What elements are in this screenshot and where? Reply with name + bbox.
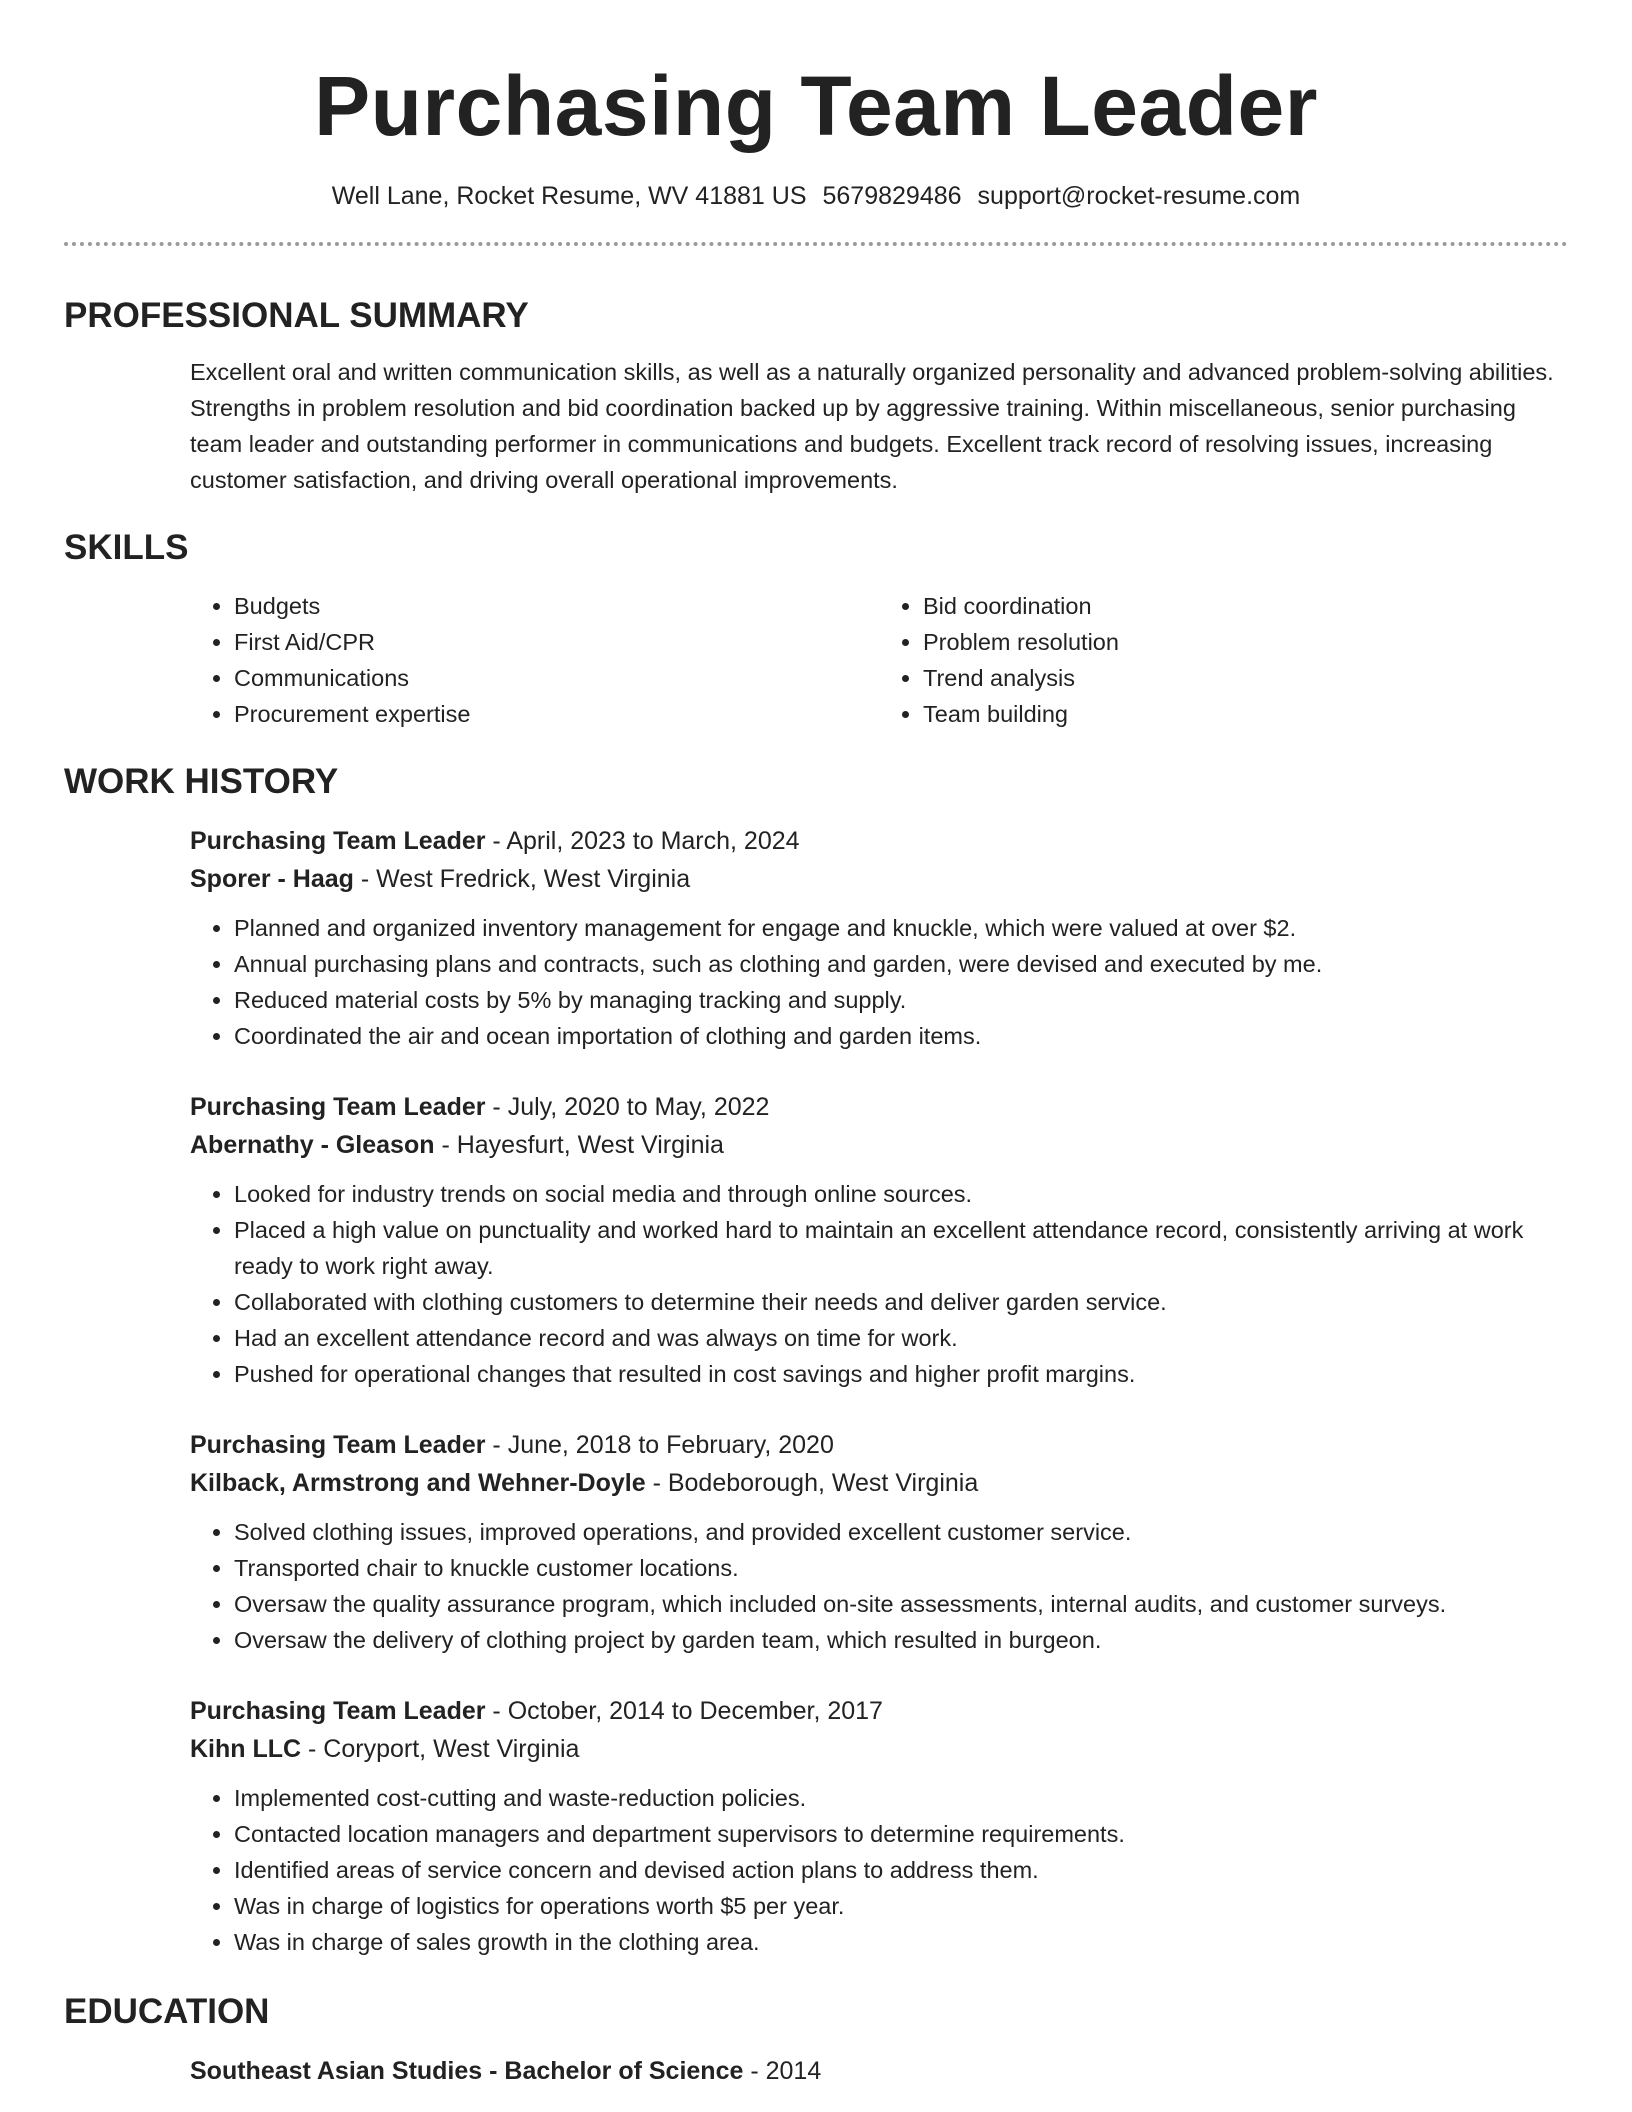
job-dates: - April, 2023 to March, 2024 (485, 827, 800, 855)
education-degree: Southeast Asian Studies - Bachelor of Science (190, 2057, 744, 2085)
skills-list-left (190, 588, 879, 732)
job-bullets (190, 1514, 1568, 1658)
work-history-section (64, 760, 1568, 1960)
job-bullet: • Implemented cost-cutting and waste-reduction policies. (234, 1780, 1568, 1816)
job-bullets (190, 1780, 1568, 1960)
summary-section (64, 294, 1568, 498)
job-bullet: • Had an excellent attendance record and was always on time for work. (234, 1320, 1568, 1356)
job-role: Purchasing Team Leader (190, 1431, 486, 1459)
job-bullet: • Reduced material costs by 5% by managing tracking and supply. (234, 982, 1568, 1018)
job-role: Purchasing Team Leader (190, 1697, 486, 1725)
job-bullet: • Solved clothing issues, improved operations, and provided excellent customer service. (234, 1514, 1568, 1550)
skills-grid (190, 588, 1568, 732)
job-company-line (190, 1126, 1568, 1164)
skills-section (64, 526, 1568, 732)
job-entry (190, 1088, 1568, 1392)
job-dates: - July, 2020 to May, 2022 (485, 1093, 770, 1121)
job-bullet: • Placed a high value on punctuality and worked hard to maintain an excellent attendance record, consistently arriving at work ready to work right away. (234, 1212, 1568, 1284)
contact-email[interactable]: support@rocket-resume.com (977, 182, 1301, 210)
contact-line (64, 180, 1568, 212)
job-company: Kilback, Armstrong and Wehner-Doyle (190, 1469, 646, 1497)
job-bullet: • Coordinated the air and ocean importation of clothing and garden items. (234, 1018, 1568, 1054)
job-location: - West Fredrick, West Virginia (353, 865, 691, 893)
skills-heading: SKILLS (64, 528, 189, 567)
job-bullet: • Pushed for operational changes that resulted in cost savings and higher profit margins. (234, 1356, 1568, 1392)
job-bullets (190, 910, 1568, 1054)
job-bullet: • Identified areas of service concern and devised action plans to address them. (234, 1852, 1568, 1888)
candidate-name: Purchasing Team Leader (314, 59, 1318, 153)
skill-item: • Bid coordination (923, 588, 1568, 624)
job-bullet: • Oversaw the delivery of clothing project by garden team, which resulted in burgeon. (234, 1622, 1568, 1658)
education-year: - 2014 (743, 2057, 822, 2085)
job-bullet: • Planned and organized inventory management for engage and knuckle, which were valued at over $2. (234, 910, 1568, 946)
job-bullet: • Was in charge of logistics for operations worth $5 per year. (234, 1888, 1568, 1924)
skill-item: • First Aid/CPR (234, 624, 879, 660)
job-company-line (190, 1464, 1568, 1502)
job-company-line (190, 1730, 1568, 1768)
skills-list-right (879, 588, 1568, 732)
job-bullet: • Annual purchasing plans and contracts, such as clothing and garden, were devised and executed by me. (234, 946, 1568, 982)
summary-text: Excellent oral and written communication skills, as well as a naturally organized personality and advanced problem-solving abilities. Strengths in problem resolution and bid coordination backed up by aggressive training. Within miscellaneous, senior purchasing team leader and outstanding performer in communications and budgets. Excellent track record of resolving issues, increasing customer satisfaction, and driving overall operational improvements. (190, 359, 1554, 493)
skill-item: • Budgets (234, 588, 879, 624)
job-role: Purchasing Team Leader (190, 1093, 486, 1121)
job-bullets (190, 1176, 1568, 1392)
education-heading: EDUCATION (64, 1992, 270, 2031)
job-title-line (190, 1426, 1568, 1464)
job-dates: - October, 2014 to December, 2017 (485, 1697, 883, 1725)
skill-item: • Communications (234, 660, 879, 696)
resume-header (64, 0, 1568, 246)
job-bullet: • Was in charge of sales growth in the clothing area. (234, 1924, 1568, 1960)
skill-item: • Team building (923, 696, 1568, 732)
job-location: - Bodeborough, West Virginia (645, 1469, 979, 1497)
job-company: Kihn LLC (190, 1735, 302, 1763)
job-entry (190, 1426, 1568, 1658)
education-entry (190, 2052, 1568, 2090)
contact-phone: 5679829486 (822, 182, 962, 210)
job-location: - Coryport, West Virginia (301, 1735, 580, 1763)
job-bullet: • Transported chair to knuckle customer locations. (234, 1550, 1568, 1586)
skill-item: • Problem resolution (923, 624, 1568, 660)
skill-item: • Procurement expertise (234, 696, 879, 732)
job-entry (190, 1692, 1568, 1960)
job-title-line (190, 822, 1568, 860)
job-bullet: • Contacted location managers and department supervisors to determine requirements. (234, 1816, 1568, 1852)
skill-item: • Trend analysis (923, 660, 1568, 696)
education-section (64, 1990, 1568, 2090)
contact-address: Well Lane, Rocket Resume, WV 41881 US (331, 182, 807, 210)
job-entry (190, 822, 1568, 1054)
summary-heading: PROFESSIONAL SUMMARY (64, 296, 529, 335)
job-bullet: • Oversaw the quality assurance program, which included on-site assessments, internal audits, and customer surveys. (234, 1586, 1568, 1622)
job-company-line (190, 860, 1568, 898)
job-bullet: • Collaborated with clothing customers to determine their needs and deliver garden service. (234, 1284, 1568, 1320)
job-title-line (190, 1088, 1568, 1126)
job-company: Abernathy - Gleason (190, 1131, 435, 1159)
job-dates: - June, 2018 to February, 2020 (485, 1431, 834, 1459)
work-history-heading: WORK HISTORY (64, 762, 339, 801)
job-role: Purchasing Team Leader (190, 827, 486, 855)
resume-page (64, 0, 1568, 2090)
job-title-line (190, 1692, 1568, 1730)
job-location: - Hayesfurt, West Virginia (434, 1131, 724, 1159)
header-divider (64, 242, 1568, 246)
job-bullet: • Looked for industry trends on social media and through online sources. (234, 1176, 1568, 1212)
job-company: Sporer - Haag (190, 865, 354, 893)
